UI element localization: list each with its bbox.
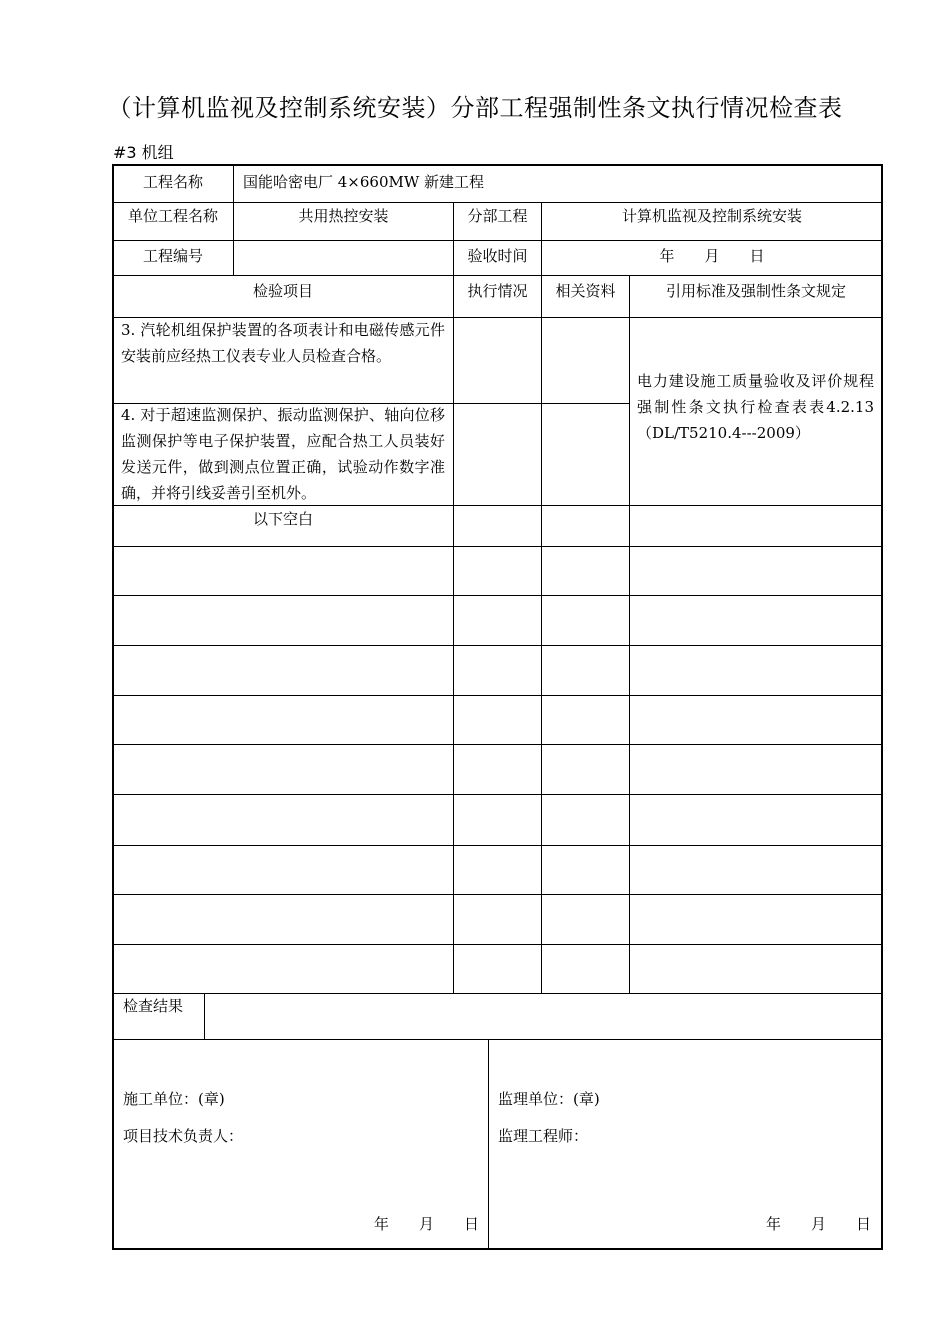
row-divider bbox=[112, 744, 883, 745]
row-divider bbox=[112, 595, 883, 596]
row-divider bbox=[112, 944, 883, 945]
row-divider bbox=[112, 695, 883, 696]
col-divider bbox=[629, 275, 630, 993]
row-divider bbox=[112, 240, 883, 241]
col-divider bbox=[488, 1039, 489, 1250]
acceptance-time-value: 年 月 日 bbox=[659, 247, 765, 265]
sub-project-value: 计算机监视及控制系统安装 bbox=[621, 207, 802, 225]
col-divider bbox=[453, 275, 454, 993]
row-divider bbox=[112, 794, 883, 795]
row-divider bbox=[112, 1039, 883, 1040]
unit-label: #3 机组 bbox=[113, 143, 174, 162]
construction-tech-lead: 项目技术负责人： bbox=[123, 1127, 244, 1145]
unit-project-value: 共用热控安装 bbox=[298, 207, 389, 225]
page-title: （计算机监视及控制系统安装）分部工程强制性条文执行情况检查表 bbox=[107, 94, 843, 122]
supervision-unit: 监理单位：(章) bbox=[498, 1090, 600, 1108]
row-divider bbox=[112, 645, 883, 646]
inspection-item: 3. 汽轮机组保护装置的各项表计和电磁传感元件安装前应经热工仪表专业人员检查合格。 bbox=[121, 321, 445, 365]
project-name-label: 工程名称 bbox=[142, 173, 203, 191]
sub-project-label: 分部工程 bbox=[467, 207, 528, 225]
unit-project-label: 单位工程名称 bbox=[127, 207, 218, 225]
col-divider bbox=[541, 275, 542, 993]
col-header-standard: 引用标准及强制性条文规定 bbox=[665, 282, 846, 300]
col-header-execution: 执行情况 bbox=[467, 282, 528, 300]
construction-date: 年 月 日 bbox=[374, 1215, 480, 1233]
col-divider bbox=[204, 993, 205, 1039]
construction-unit: 施工单位：(章) bbox=[123, 1090, 225, 1108]
project-no-label: 工程编号 bbox=[142, 247, 203, 265]
result-label: 检查结果 bbox=[123, 997, 184, 1015]
row-divider bbox=[112, 275, 883, 276]
supervision-date: 年 月 日 bbox=[766, 1215, 872, 1233]
row-divider bbox=[112, 894, 883, 895]
col-header-item: 检验项目 bbox=[252, 282, 313, 300]
row-divider bbox=[112, 202, 883, 203]
acceptance-time-label: 验收时间 bbox=[467, 247, 528, 265]
row-divider bbox=[112, 845, 883, 846]
standard-reference: 电力建设施工质量验收及评价规程强制性条文执行检查表表4.2.13（DL/T5210.4---2009） bbox=[637, 372, 874, 442]
project-name-value: 国能哈密电厂 4×660MW 新建工程 bbox=[243, 173, 485, 191]
row-divider bbox=[112, 546, 883, 547]
inspection-item: 4. 对于超速监测保护、振动监测保护、轴向位移监测保护等电子保护装置，应配合热工人员装好发送元件，做到测点位置正确，试验动作数字准确，并将引线妥善引至机外。 bbox=[121, 406, 445, 502]
blank-note: 以下空白 bbox=[252, 510, 313, 528]
row-divider bbox=[112, 993, 883, 994]
col-header-materials: 相关资料 bbox=[555, 282, 616, 300]
supervision-engineer: 监理工程师： bbox=[498, 1127, 589, 1145]
